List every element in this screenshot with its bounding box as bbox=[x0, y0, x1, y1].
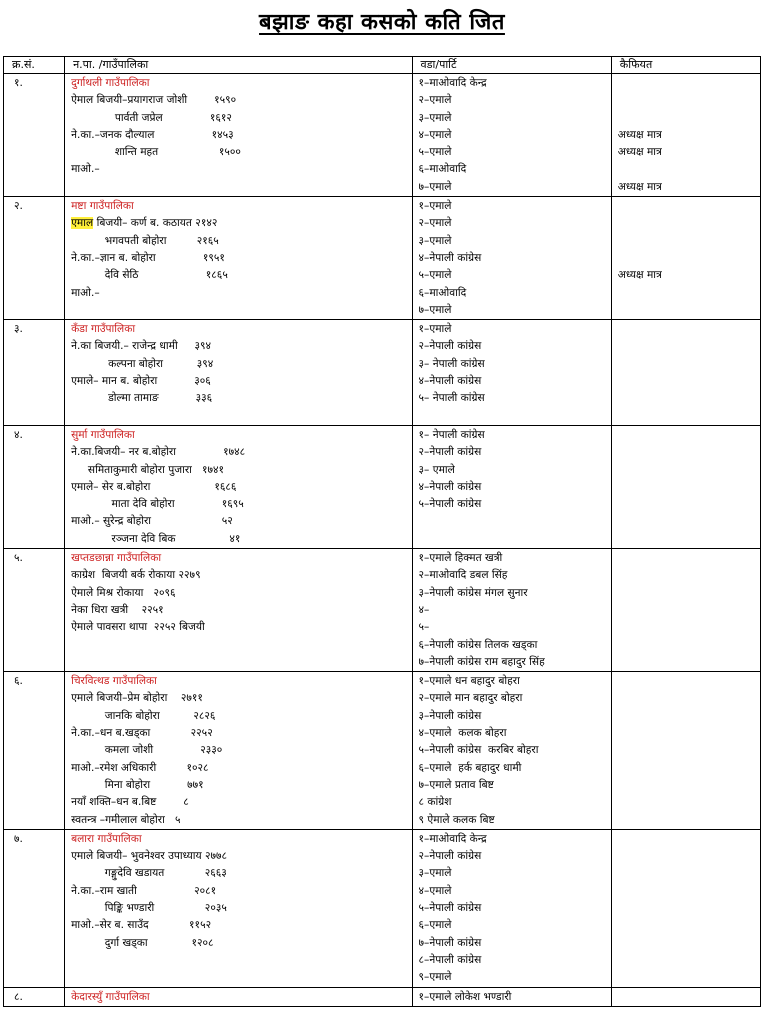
municipality-name: मष्टा गाउँपालिका bbox=[71, 200, 134, 213]
ward-result: २–नेपाली कांग्रेस bbox=[418, 446, 482, 459]
remark-text bbox=[618, 302, 760, 319]
ward-result: ४–नेपाली कांग्रेस bbox=[418, 375, 482, 388]
ward-party-cell bbox=[412, 672, 611, 830]
candidate-line: माओ.–रमेश अधिकारी १०२८ bbox=[71, 761, 209, 774]
serial-number: १. bbox=[14, 77, 23, 89]
table-row bbox=[4, 74, 761, 197]
ward-result: १–माओवादि केन्द्र bbox=[418, 77, 487, 89]
candidate-line: रञ्जना देवि बिक ४१ bbox=[71, 532, 241, 545]
candidate-line: ने.का बिजयी.– राजेन्द्र धामी ३९४ bbox=[71, 340, 212, 353]
ward-party-cell bbox=[412, 320, 611, 426]
ward-result: ८–नेपाली कांग्रेस bbox=[418, 953, 482, 966]
serial-cell bbox=[4, 829, 65, 987]
serial-cell bbox=[4, 672, 65, 830]
municipality-cell bbox=[65, 672, 412, 830]
candidate-line: ऐमाले पावसरा थापा २२५२ बिजयी bbox=[71, 621, 205, 634]
municipality-cell bbox=[65, 74, 412, 197]
municipality-name: दुर्गाथली गाउँपालिका bbox=[71, 77, 150, 89]
municipality-name: चिरवित्थड गाउँपालिका bbox=[71, 675, 157, 688]
ward-result: ६–नेपाली कांग्रेस तिलक खड्का bbox=[418, 638, 538, 651]
ward-result: २–एमाले bbox=[418, 94, 452, 107]
header-sn: क्र.सं. bbox=[4, 57, 65, 74]
serial-number: ८. bbox=[14, 990, 23, 1003]
serial-number: ३. bbox=[14, 323, 23, 336]
ward-party-cell bbox=[412, 74, 611, 197]
remark-text bbox=[618, 215, 760, 232]
header-municipality: न.पा. /गाउँपालिका bbox=[65, 57, 412, 74]
serial-number: ५. bbox=[14, 552, 23, 565]
ward-party-cell bbox=[412, 549, 611, 672]
serial-cell bbox=[4, 549, 65, 672]
table-row bbox=[4, 549, 761, 672]
remarks-cell bbox=[611, 829, 760, 987]
candidate-line: गङ्गुदेवि खडायत २६६३ bbox=[71, 867, 227, 880]
ward-result: २–एमाले मान बहादुर बोहरा bbox=[418, 692, 523, 705]
candidate-line: पार्वती जप्रेल १६१२ bbox=[71, 111, 232, 124]
ward-result: ५– bbox=[418, 621, 430, 634]
ward-party-cell bbox=[412, 829, 611, 987]
ward-result: २–एमाले bbox=[418, 217, 452, 230]
municipality-cell bbox=[65, 829, 412, 987]
candidate-line: एमाले बिजयी– भुवनेश्वर उपाध्याय २७७८ bbox=[71, 850, 228, 863]
ward-result: ५– नेपाली कांग्रेस bbox=[418, 392, 485, 405]
header-remarks: कैफियत bbox=[611, 57, 760, 74]
ward-result: ४–एमाले कलक बोहरा bbox=[418, 727, 507, 740]
remark-text bbox=[618, 233, 760, 250]
serial-cell bbox=[4, 197, 65, 320]
candidate-line: ने.का.–धन ब.खड्का २२५२ bbox=[71, 727, 213, 740]
remarks-cell bbox=[611, 74, 760, 197]
municipality-name: कँडा गाउँपालिका bbox=[71, 323, 136, 336]
table-row bbox=[4, 829, 761, 987]
candidate-line: शान्ति महत १५०० bbox=[71, 146, 241, 159]
ward-result: ७–एमाले प्रताव बिष्ट bbox=[418, 778, 494, 791]
candidate-line: माओ.– सुरेन्द्र बोहोरा ५२ bbox=[71, 515, 233, 528]
ward-result: १–एमाले bbox=[418, 323, 452, 336]
candidate-line: देवि सेठि १८६५ bbox=[71, 269, 228, 282]
candidate-line: जानकि बोहोरा २८२६ bbox=[71, 709, 216, 722]
candidate-line: एमाले– मान ब. बोहोरा ३०६ bbox=[71, 375, 211, 388]
ward-result: १–एमाले bbox=[418, 200, 452, 213]
ward-result: ४–एमाले bbox=[418, 128, 452, 141]
ward-result: ६–एमाले bbox=[418, 919, 452, 932]
ward-result: १–एमाले लोकेश भण्डारी bbox=[418, 990, 512, 1003]
ward-result: ६–एमाले हर्क बहादुर धामी bbox=[418, 761, 522, 774]
table-row bbox=[4, 425, 761, 548]
candidate-line bbox=[71, 215, 411, 232]
remarks-cell bbox=[611, 987, 760, 1006]
ward-result: ४–एमाले bbox=[418, 884, 452, 897]
ward-result: ७–नेपाली कांग्रेस राम बहादुर सिंह bbox=[418, 655, 545, 668]
candidate-line: नेका धिरा खत्री २२५१ bbox=[71, 603, 164, 616]
ward-result: ३–एमाले bbox=[418, 111, 452, 124]
remark-text bbox=[618, 110, 760, 127]
ward-result: ३– नेपाली कांग्रेस bbox=[418, 357, 485, 370]
ward-result: ९–एमाले bbox=[418, 971, 452, 984]
remark-text bbox=[618, 250, 760, 267]
ward-result: १– नेपाली कांग्रेस bbox=[418, 428, 485, 441]
municipality-cell bbox=[65, 320, 412, 426]
ward-result: २–माओवादि डबल सिंह bbox=[418, 569, 508, 582]
ward-result: ९ ऐमाले कलक बिष्ट bbox=[418, 813, 495, 826]
municipality-cell bbox=[65, 197, 412, 320]
candidate-line: समिताकुमारी बोहोरा पुजारा १७४१ bbox=[71, 463, 225, 476]
candidate-line: ने.का.–ज्ञान ब. बोहोरा १९५१ bbox=[71, 251, 225, 264]
ward-result: ६–माओवादि bbox=[418, 163, 467, 176]
candidate-line: माओ.– bbox=[71, 163, 100, 176]
candidate-line: माओ.– bbox=[71, 286, 100, 299]
remarks-cell bbox=[611, 672, 760, 830]
serial-cell bbox=[4, 320, 65, 426]
ward-result: २–नेपाली कांग्रेस bbox=[418, 340, 482, 353]
candidate-line: कल्पना बोहोरा ३९४ bbox=[71, 357, 214, 370]
table-header-row bbox=[4, 57, 761, 74]
remark-text: अध्यक्ष मात्र bbox=[617, 269, 662, 282]
remark-text bbox=[618, 285, 760, 302]
candidate-line: भगवपती बोहोरा २१६५ bbox=[71, 234, 219, 247]
ward-result: १–एमाले हिक्मत खत्री bbox=[418, 552, 503, 565]
candidate-line: पिङ्कि भण्डारी २०३५ bbox=[71, 902, 227, 915]
table-row bbox=[4, 987, 761, 1006]
remarks-cell bbox=[611, 549, 760, 672]
results-table bbox=[3, 56, 761, 1007]
municipality-name: बलारा गाउँपालिका bbox=[71, 832, 142, 845]
candidate-line: नयाँ शक्ति–धन ब.बिष्ट ८ bbox=[71, 796, 189, 809]
ward-result: ७–एमाले bbox=[418, 303, 452, 316]
ward-result: ५–नेपाली कांग्रेस bbox=[418, 902, 482, 915]
highlighted-party: एमाल bbox=[71, 217, 94, 230]
remark-text: अध्यक्ष मात्र bbox=[617, 146, 662, 159]
municipality-name: सुर्मा गाउँपालिका bbox=[71, 428, 135, 441]
ward-result: ३–एमाले bbox=[418, 234, 452, 247]
serial-cell bbox=[4, 425, 65, 548]
ward-party-cell bbox=[412, 425, 611, 548]
remarks-cell bbox=[611, 320, 760, 426]
ward-result: ३–नेपाली कांग्रेस bbox=[418, 709, 482, 722]
ward-result: ५–नेपाली कांग्रेस bbox=[418, 498, 482, 511]
candidate-line: माओ.–सेर ब. साउँद ११५२ bbox=[71, 919, 212, 932]
ward-result: ७–नेपाली कांग्रेस bbox=[418, 936, 482, 949]
ward-result: ४– bbox=[418, 603, 430, 616]
candidate-line: ने.का.बिजयी– नर ब.बोहोरा १७४८ bbox=[71, 446, 246, 459]
serial-number: ४. bbox=[14, 428, 23, 441]
serial-number: २. bbox=[14, 200, 23, 213]
serial-number: ६. bbox=[14, 675, 23, 688]
ward-result: ३– एमाले bbox=[418, 463, 455, 476]
remarks-cell bbox=[611, 425, 760, 548]
candidate-text: बिजयी– कर्ण ब. कठायत २१४२ bbox=[93, 217, 218, 230]
ward-result: ५–एमाले bbox=[418, 269, 452, 282]
ward-result: ८ कांग्रेश bbox=[418, 796, 452, 809]
ward-result: ७–एमाले bbox=[418, 180, 452, 193]
municipality-cell bbox=[65, 987, 412, 1006]
candidate-line: ऐमाल बिजयी–प्रयागराज जोशी १५९० bbox=[71, 94, 237, 107]
ward-result: ५–एमाले bbox=[418, 146, 452, 159]
remark-text: अध्यक्ष मात्र bbox=[617, 180, 662, 193]
ward-result: १–माओवादि केन्द्र bbox=[418, 832, 487, 845]
candidate-line: डोल्मा तामाङ ३३६ bbox=[71, 392, 213, 405]
candidate-line: माता देवि बोहोरा १६९५ bbox=[71, 498, 244, 511]
ward-result: २–नेपाली कांग्रेस bbox=[418, 850, 482, 863]
candidate-line: कमला जोशी २३३० bbox=[71, 744, 223, 757]
candidate-line: एमाले– सेर ब.बोहोरा १६८६ bbox=[71, 480, 237, 493]
page-title: बझाङ कहा कसको कति जित bbox=[259, 10, 505, 35]
table-body bbox=[4, 74, 761, 1007]
candidate-line: ने.का.–जनक दौल्याल १४५३ bbox=[71, 128, 234, 141]
table-row bbox=[4, 197, 761, 320]
candidate-line: ऐमाले मिश्र रोकाया २०९६ bbox=[71, 586, 176, 599]
remark-text bbox=[618, 75, 760, 92]
table-row bbox=[4, 320, 761, 426]
ward-party-cell bbox=[412, 197, 611, 320]
remark-text bbox=[618, 198, 760, 215]
candidate-line: स्वतन्त्र –गमीलाल बोहोरा ५ bbox=[71, 813, 181, 826]
remarks-cell bbox=[611, 197, 760, 320]
header-ward-party: वडा/पार्टि bbox=[412, 57, 611, 74]
municipality-cell bbox=[65, 549, 412, 672]
ward-result: ६–माओवादि bbox=[418, 286, 467, 299]
remark-text bbox=[618, 92, 760, 109]
candidate-line: काग्रेश बिजयी बर्क रोकाया २२७९ bbox=[71, 569, 201, 582]
ward-result: ५–नेपाली कांग्रेस करबिर बोहरा bbox=[418, 744, 539, 757]
municipality-name: खप्तडछान्ना गाउँपालिका bbox=[71, 552, 162, 565]
ward-result: ३–एमाले bbox=[418, 867, 452, 880]
ward-result: १–एमाले धन बहादुर बोहरा bbox=[418, 675, 520, 688]
ward-result: ३–नेपाली कांग्रेस मंगल सुनार bbox=[418, 586, 528, 599]
candidate-line: दुर्गा खड्का १२०८ bbox=[71, 936, 214, 949]
candidate-line: मिना बोहोरा ७७१ bbox=[71, 778, 204, 791]
table-row bbox=[4, 672, 761, 830]
ward-result: ४–नेपाली कांग्रेस bbox=[418, 480, 482, 493]
ward-result: ४–नेपाली कांग्रेस bbox=[418, 251, 482, 264]
candidate-line: ने.का.–राम खाती २०८१ bbox=[71, 884, 217, 897]
serial-cell bbox=[4, 74, 65, 197]
municipality-name: केदारस्युँ गाउँपालिका bbox=[71, 990, 150, 1003]
serial-number: ७. bbox=[14, 832, 23, 845]
remark-text bbox=[618, 161, 760, 178]
ward-party-cell bbox=[412, 987, 611, 1006]
candidate-line: एमाले बिजयी–प्रेम बोहोरा २७११ bbox=[71, 692, 203, 705]
municipality-cell bbox=[65, 425, 412, 548]
remark-text: अध्यक्ष मात्र bbox=[617, 128, 662, 141]
serial-cell bbox=[4, 987, 65, 1006]
